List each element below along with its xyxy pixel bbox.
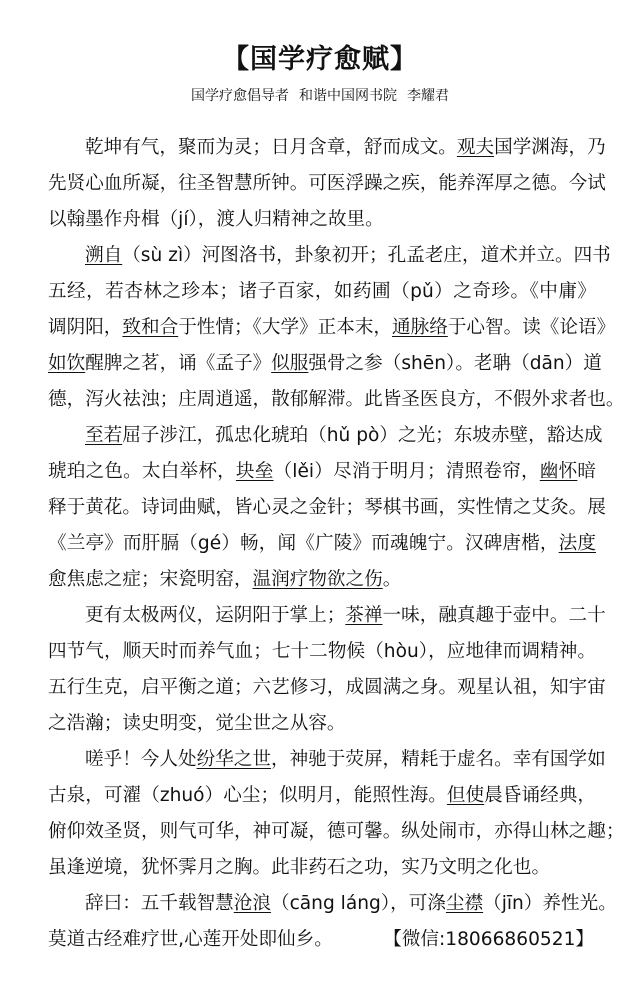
paragraph-line	[48, 202, 596, 238]
paragraph-line	[48, 418, 603, 454]
paragraph-line	[48, 310, 616, 346]
byline	[0, 86, 640, 106]
text-segment: 古泉，可濯（zhuó）心尘；似明月，能照性海。	[48, 785, 447, 806]
underlined-phrase: 茶禅	[345, 605, 383, 626]
underlined-phrase: 如饮	[48, 353, 86, 374]
document-title: 【国学疗愈赋】	[222, 44, 418, 75]
paragraph-line	[48, 274, 596, 310]
text-segment: 先贤心血所凝，往圣智慧所钟。可医浮躁之疾，能养浑厚之德。今试	[48, 173, 606, 194]
paragraph-line	[48, 382, 625, 418]
underlined-phrase: 尘襟	[445, 893, 484, 914]
paragraph-line	[48, 130, 606, 166]
text-segment: 嗟乎！今人处	[85, 749, 197, 770]
byline-org: 和谐中国网书院	[299, 88, 397, 104]
paragraph-line	[48, 706, 596, 742]
paragraph-line	[48, 454, 596, 490]
paragraph-line	[48, 886, 617, 922]
underlined-phrase: 似服	[271, 353, 309, 374]
text-segment: 晨昏诵经典，	[484, 785, 596, 806]
underlined-phrase: 法度	[558, 533, 596, 554]
text-segment: （sù zì）河图洛书，卦象初开；孔孟老庄，道术并立。四书	[122, 245, 611, 266]
text-segment: 于性情；《大学》正本末，	[178, 317, 393, 338]
text-segment: 暗	[577, 461, 596, 482]
paragraph-line	[48, 670, 606, 706]
text-segment: 四节气，顺天时而养气血；七十二物候（hòu），应地律而调精神。	[48, 641, 596, 662]
underlined-phrase: 块垒	[235, 461, 274, 482]
underlined-phrase: 溯自	[85, 245, 123, 266]
text-segment: 醒脾之茗，诵《孟子》	[85, 353, 272, 374]
paragraph-line	[48, 598, 606, 634]
underlined-phrase: 致和合	[122, 317, 179, 338]
text-segment: 一味，融真趣于壶中。二十	[382, 605, 606, 626]
paragraph-line	[48, 850, 596, 886]
text-segment: 俯仰效圣贤，则气可华，神可凝，德可馨。纵处闹市，亦得山林之趣；	[48, 821, 625, 842]
closing-verse: 莫道古经难疗世,心莲开处即仙乡。	[48, 929, 333, 950]
document-body	[48, 130, 625, 958]
text-segment: 琥珀之色。太白举杯，	[48, 461, 236, 482]
paragraph-line	[48, 814, 625, 850]
text-segment: 辞曰：五千载智慧	[85, 893, 234, 914]
paragraph-line	[48, 346, 602, 382]
text-segment: 。	[382, 569, 402, 590]
text-segment: 愈焦虑之症；宋瓷明窑，	[48, 569, 253, 590]
underlined-phrase: 温润疗物欲之伤	[252, 569, 383, 590]
underlined-phrase: 至若	[85, 425, 123, 446]
underlined-phrase: 但使	[446, 785, 485, 806]
paragraph-line	[48, 238, 611, 274]
wechat-contact: 【微信:18066860521】	[383, 929, 594, 950]
text-segment: 五经，若杏林之珍本；诸子百家，如药圃（pǔ）之奇珍。《中庸》	[48, 281, 596, 302]
paragraph-line	[48, 166, 606, 202]
text-segment: 《兰亭》而肝膈（gé）畅，闻《广陵》而魂魄宁。汉碑唐楷，	[48, 533, 559, 554]
underlined-phrase: 沧浪	[233, 893, 271, 914]
text-segment: 之浩瀚；读史明变，觉尘世之从容。	[48, 713, 346, 734]
text-segment: 德，泻火祛浊；庄周逍遥，散郁解滞。此皆圣医良方，不假外求者也。	[48, 389, 625, 410]
closing-line	[48, 922, 596, 958]
underlined-phrase: 纷华之世	[196, 749, 271, 770]
byline-role: 国学疗愈倡导者	[191, 88, 289, 104]
byline-author: 李耀君	[407, 88, 449, 104]
text-segment: 更有太极两仪，运阴阳于掌上；	[85, 605, 346, 626]
text-segment: 五行生克，启平衡之道；六艺修习，成圆满之身。观星认祖，知宇宙	[48, 677, 606, 698]
text-segment: 释于黄花。诗词曲赋，皆心灵之金针；琴棋书画，实性情之艾灸。展	[48, 497, 606, 518]
underlined-phrase: 观夫	[456, 137, 495, 158]
text-segment: 于心智。读《论语》	[447, 317, 616, 338]
paragraph-line	[48, 526, 596, 562]
text-segment: 强骨之参（shēn）。老聃（dān）道	[308, 353, 602, 374]
text-segment: 以翰墨作舟楫（jí），渡人归精神之故里。	[48, 209, 384, 230]
underlined-phrase: 幽怀	[539, 461, 578, 482]
text-segment: （lěi）尽消于明月；清照卷帘，	[273, 461, 540, 482]
text-segment: ，神驰于荧屏，精耗于虚名。幸有国学如	[270, 749, 606, 770]
text-segment: 国学渊海，乃	[494, 137, 606, 158]
text-segment: 虽逢逆境，犹怀霁月之胸。此非药石之功，实乃文明之化也。	[48, 857, 551, 878]
text-segment: 屈子涉江，孤忠化琥珀（hǔ pò）之光；东坡赤壁，豁达成	[122, 425, 603, 446]
underlined-phrase: 通脉络	[392, 317, 448, 338]
text-segment: （jīn）养性光。	[483, 893, 617, 914]
paragraph-line	[48, 634, 596, 670]
text-segment: 调阴阳，	[48, 317, 123, 338]
paragraph-line	[48, 562, 596, 598]
paragraph-line	[48, 742, 606, 778]
text-segment: （cāng láng），可涤	[270, 893, 446, 914]
paragraph-line	[48, 490, 606, 526]
text-segment: 乾坤有气，聚而为灵；日月含章，舒而成文。	[85, 137, 457, 158]
paragraph-line	[48, 778, 596, 814]
